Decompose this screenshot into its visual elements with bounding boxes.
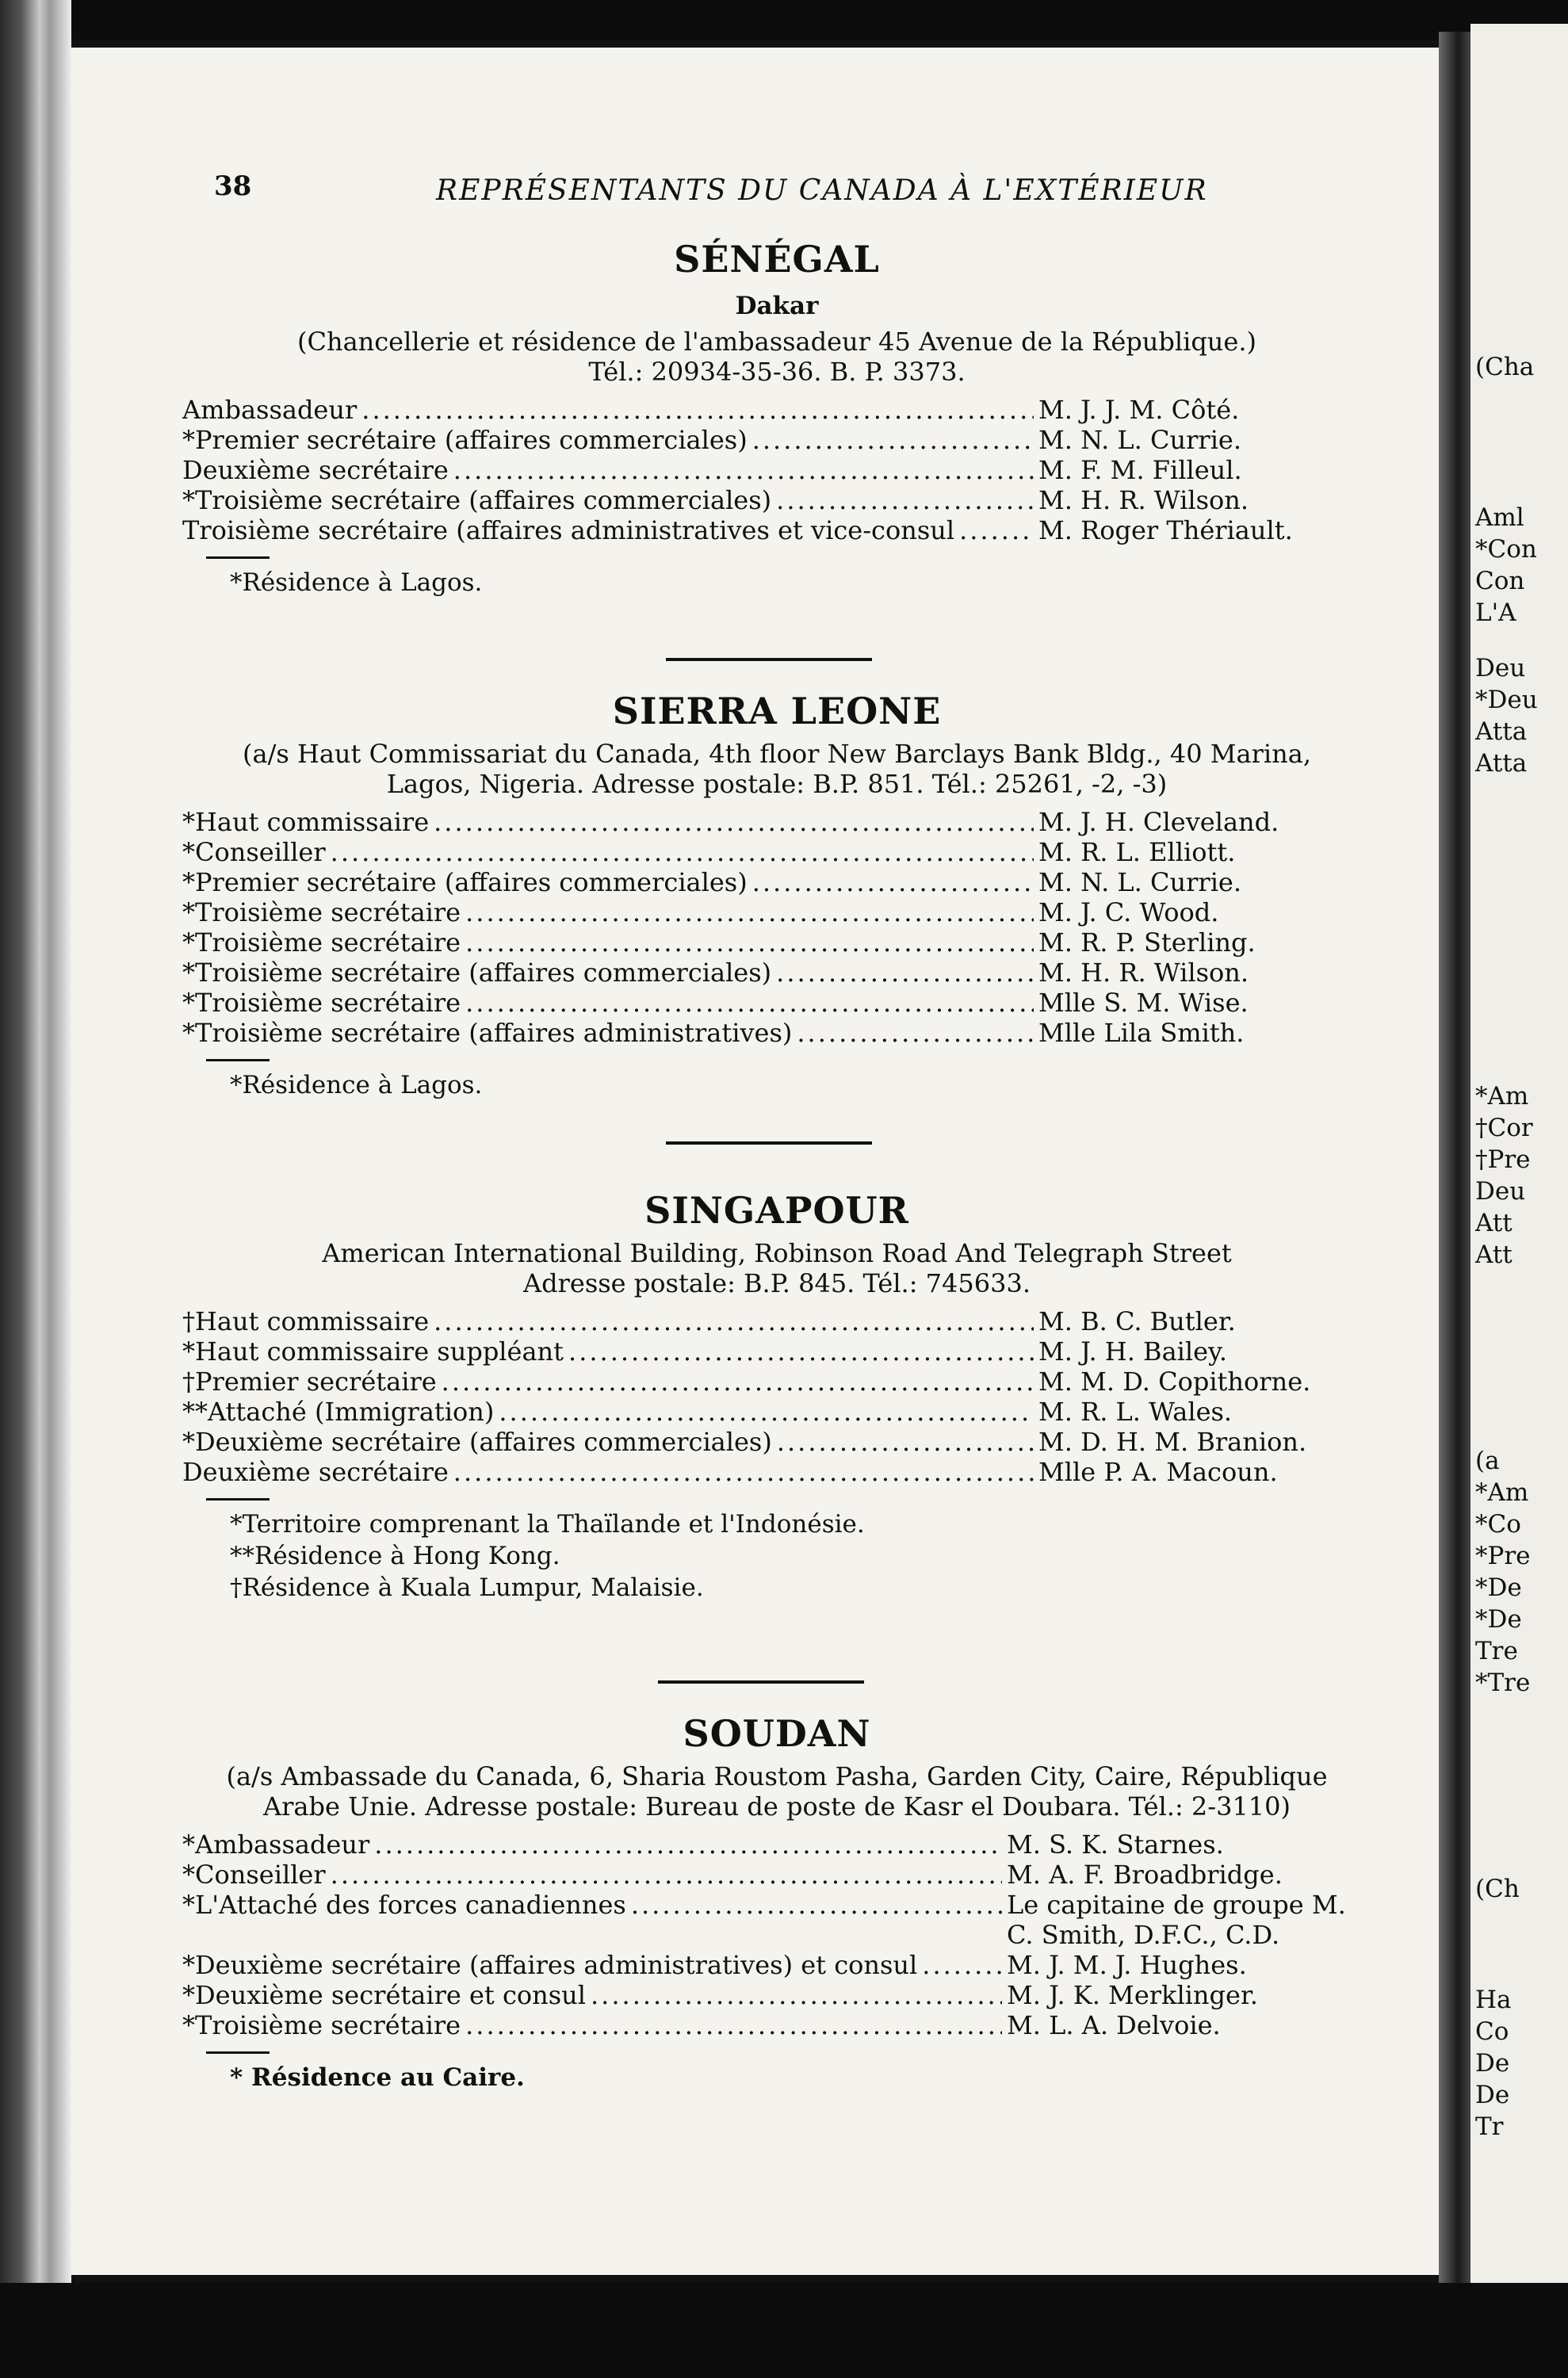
section-title: SINGAPOUR [644,1189,909,1232]
staff-row [182,867,1371,897]
post-title: Deuxième secrétaire [182,1457,449,1487]
adjacent-text-fragment: (Ch [1475,1875,1520,1903]
leader-dots [499,1397,1034,1427]
adjacent-text-fragment: *Co [1475,1510,1521,1539]
footnote-rule [206,2051,270,2054]
leader-dots [434,807,1034,837]
leader-dots [777,1427,1034,1457]
post-title: *Ambassadeur [182,1829,370,1860]
post-title: *Troisième secrétaire (affaires administratives) [182,1018,793,1048]
adjacent-text-fragment: (a [1475,1447,1500,1475]
post-title: *Troisième secrétaire (affaires commerciales) [182,958,772,988]
person-name: M. J. H. Cleveland. [1038,807,1279,837]
section-title: SOUDAN [683,1712,871,1755]
section-sierra-leone [182,690,1371,1101]
address [182,1761,1371,1822]
leader-dots [797,1018,1034,1048]
leader-dots [465,927,1034,958]
leader-dots [959,515,1034,545]
leader-dots [752,425,1034,455]
person-name: M. J. K. Merklinger. [1007,1980,1258,2010]
leader-dots [331,837,1034,867]
city-name: Dakar [735,292,819,320]
section-title: SÉNÉGAL [674,238,880,281]
adjacent-text-fragment: Att [1475,1241,1513,1269]
post-title: Troisième secrétaire (affaires administratives et vice-consul [182,515,955,545]
leader-dots [331,1860,1002,1890]
scan-bottom-border [0,2283,1568,2378]
page-number: 38 [214,170,252,202]
adjacent-text-fragment: Ha [1475,1986,1512,2014]
post-title: Deuxième secrétaire [182,455,449,485]
leader-dots [776,485,1034,515]
adjacent-text-fragment: Att [1475,1209,1513,1237]
staff-row [182,1980,1371,2010]
address-line: (a/s Haut Commissariat du Canada, 4th floor New Barclays Bank Bldg., 40 Marina, [243,739,1311,769]
post-title: *Haut commissaire [182,807,430,837]
page-gutter [1439,32,1470,2299]
section-divider [666,658,872,661]
person-name: M. N. L. Currie. [1038,425,1242,455]
address-line: (Chancellerie et résidence de l'ambassadeur 45 Avenue de la République.) [296,327,1256,357]
footnote-rule [206,556,270,559]
leader-dots [922,1950,1002,1980]
person-name: M. J. C. Wood. [1038,897,1219,927]
adjacent-text-fragment: Con [1475,567,1525,595]
person-name: M. B. C. Butler. [1038,1306,1236,1336]
footnote: **Résidence à Hong Kong. [230,1542,560,1570]
post-title: *Troisième secrétaire [182,988,461,1018]
post-title: *Conseiller [182,837,326,867]
staff-row [182,1336,1371,1367]
footnote-rule [206,1059,270,1061]
post-title: *Troisième secrétaire (affaires commerciales) [182,485,772,515]
staff-row [182,1427,1371,1457]
footnote-rule [206,1498,270,1501]
person-name: M. R. L. Elliott. [1038,837,1236,867]
leader-dots [465,988,1034,1018]
address-line: (a/s Ambassade du Canada, 6, Sharia Roustom Pasha, Garden City, Caire, République [226,1761,1328,1791]
adjacent-page-edge [1470,24,1568,2323]
section-divider [666,1141,872,1145]
leader-dots [591,1980,1002,2010]
leader-dots [453,1457,1034,1487]
adjacent-text-fragment: Co [1475,2017,1509,2046]
staff-row [182,927,1371,958]
staff-row [182,2010,1371,2040]
post-title: *Deuxième secrétaire (affaires administratives) et consul [182,1950,918,1980]
adjacent-text-fragment: Aml [1475,503,1524,532]
person-name: M. A. F. Broadbridge. [1007,1860,1283,1890]
adjacent-text-fragment: Atta [1475,749,1528,778]
staff-list [182,1306,1371,1487]
address-line: American International Building, Robinson Road And Telegraph Street [322,1238,1232,1268]
person-name: M. L. A. Delvoie. [1007,2010,1221,2040]
staff-row [182,1018,1371,1048]
person-name: M. D. H. M. Branion. [1038,1427,1307,1457]
post-title: †Haut commissaire [182,1306,430,1336]
address-line: Adresse postale: B.P. 845. Tél.: 745633. [523,1268,1031,1298]
address-line: Tél.: 20934-35-36. B. P. 3373. [588,357,966,387]
post-title: *Haut commissaire suppléant [182,1336,564,1367]
address-line: Lagos, Nigeria. Adresse postale: B.P. 851. Tél.: 25261, -2, -3) [386,769,1168,799]
leader-dots [776,958,1034,988]
post-title: *Deuxième secrétaire (affaires commerciales) [182,1427,772,1457]
staff-row [182,958,1371,988]
book-binding-edge [0,0,71,2378]
section-divider [658,1680,864,1684]
adjacent-text-fragment: Tr [1475,2112,1504,2141]
adjacent-text-fragment: *De [1475,1605,1522,1634]
leader-dots [434,1306,1034,1336]
person-name: Mlle Lila Smith. [1038,1018,1245,1048]
leader-dots [453,455,1034,485]
post-title: *Troisième secrétaire [182,2010,461,2040]
person-name: M. S. K. Starnes. [1007,1829,1224,1860]
post-title: *Troisième secrétaire [182,927,461,958]
staff-row [182,1457,1371,1487]
staff-row [182,897,1371,927]
leader-dots [465,897,1034,927]
adjacent-text-fragment: (Cha [1475,353,1535,381]
adjacent-text-fragment: *Am [1475,1082,1529,1111]
adjacent-text-fragment: *Tre [1475,1669,1531,1697]
person-name: M. J. M. J. Hughes. [1007,1950,1247,1980]
person-name: M. N. L. Currie. [1038,867,1242,897]
staff-row [182,485,1371,515]
person-name: M. Roger Thériault. [1038,515,1293,545]
footnote: *Résidence à Lagos. [230,1071,483,1099]
post-title: *Deuxième secrétaire et consul [182,1980,586,2010]
footnote: *Territoire comprenant la Thaïlande et l'Indonésie. [230,1510,865,1539]
adjacent-text-fragment: †Cor [1475,1114,1533,1142]
post-title: Ambassadeur [182,395,358,425]
staff-row [182,1306,1371,1336]
staff-row [182,515,1371,545]
staff-list [182,807,1371,1048]
address-line: Arabe Unie. Adresse postale: Bureau de poste de Kasr el Doubara. Tél.: 2-3110) [262,1791,1291,1822]
section-singapour [182,1189,1371,1604]
person-name: M. J. J. M. Côté. [1038,395,1240,425]
person-name: M. H. R. Wilson. [1038,485,1249,515]
scan-top-border [0,0,1568,40]
leader-dots [568,1336,1034,1367]
leader-dots [442,1367,1034,1397]
adjacent-text-fragment: *Deu [1475,686,1538,714]
staff-row [182,1860,1371,1890]
section-title: SIERRA LEONE [612,690,942,732]
adjacent-text-fragment: Deu [1475,654,1526,682]
staff-list [182,1829,1371,2040]
staff-row [182,837,1371,867]
post-title: **Attaché (Immigration) [182,1397,495,1427]
adjacent-text-fragment: Atta [1475,717,1528,746]
staff-row [182,988,1371,1018]
post-title: *Troisième secrétaire [182,897,461,927]
person-name: M. J. H. Bailey. [1038,1336,1228,1367]
staff-row [182,1890,1371,1950]
post-title: *L'Attaché des forces canadiennes [182,1890,626,1920]
adjacent-text-fragment: De [1475,2049,1510,2078]
adjacent-text-fragment: Deu [1475,1177,1526,1206]
staff-row [182,1397,1371,1427]
post-title: †Premier secrétaire [182,1367,437,1397]
address [182,739,1371,799]
person-name: M. R. P. Sterling. [1038,927,1256,958]
running-head: REPRÉSENTANTS DU CANADA À L'EXTÉRIEUR [436,174,1208,207]
adjacent-text-fragment: †Pre [1475,1145,1531,1174]
staff-row [182,1367,1371,1397]
adjacent-text-fragment: *Am [1475,1478,1529,1507]
person-name: M. M. D. Copithorne. [1038,1367,1311,1397]
staff-row [182,807,1371,837]
person-name: Mlle P. A. Macoun. [1038,1457,1278,1487]
leader-dots [465,2010,1002,2040]
adjacent-text-fragment: Tre [1475,1637,1518,1665]
post-title: *Premier secrétaire (affaires commerciales) [182,867,748,897]
footnote: *Résidence à Lagos. [230,568,483,597]
leader-dots [361,395,1034,425]
adjacent-text-fragment: *Pre [1475,1542,1531,1570]
post-title: *Conseiller [182,1860,326,1890]
person-name: Mlle S. M. Wise. [1038,988,1249,1018]
footnote: * Résidence au Caire. [230,2063,525,2092]
section-soudan [182,1712,1371,2093]
staff-row [182,395,1371,425]
section-senegal [182,238,1371,598]
person-name: M. R. L. Wales. [1038,1397,1233,1427]
person-name: Le capitaine de groupe M. C. Smith, D.F.C., C.D. [1007,1890,1346,1950]
person-name: M. H. R. Wilson. [1038,958,1249,988]
staff-list [182,395,1371,545]
leader-dots [374,1829,1002,1860]
person-name: M. F. M. Filleul. [1038,455,1242,485]
adjacent-text-fragment: L'A [1475,598,1516,627]
staff-row [182,425,1371,455]
leader-dots [752,867,1034,897]
staff-row [182,1950,1371,1980]
address [182,1238,1371,1298]
adjacent-text-fragment: De [1475,2081,1510,2109]
leader-dots [631,1890,1002,1950]
footnote: †Résidence à Kuala Lumpur, Malaisie. [230,1573,704,1602]
address [182,327,1371,387]
post-title: *Premier secrétaire (affaires commerciales) [182,425,748,455]
staff-row [182,1829,1371,1860]
adjacent-text-fragment: *De [1475,1573,1522,1602]
adjacent-text-fragment: *Con [1475,535,1537,564]
staff-row [182,455,1371,485]
